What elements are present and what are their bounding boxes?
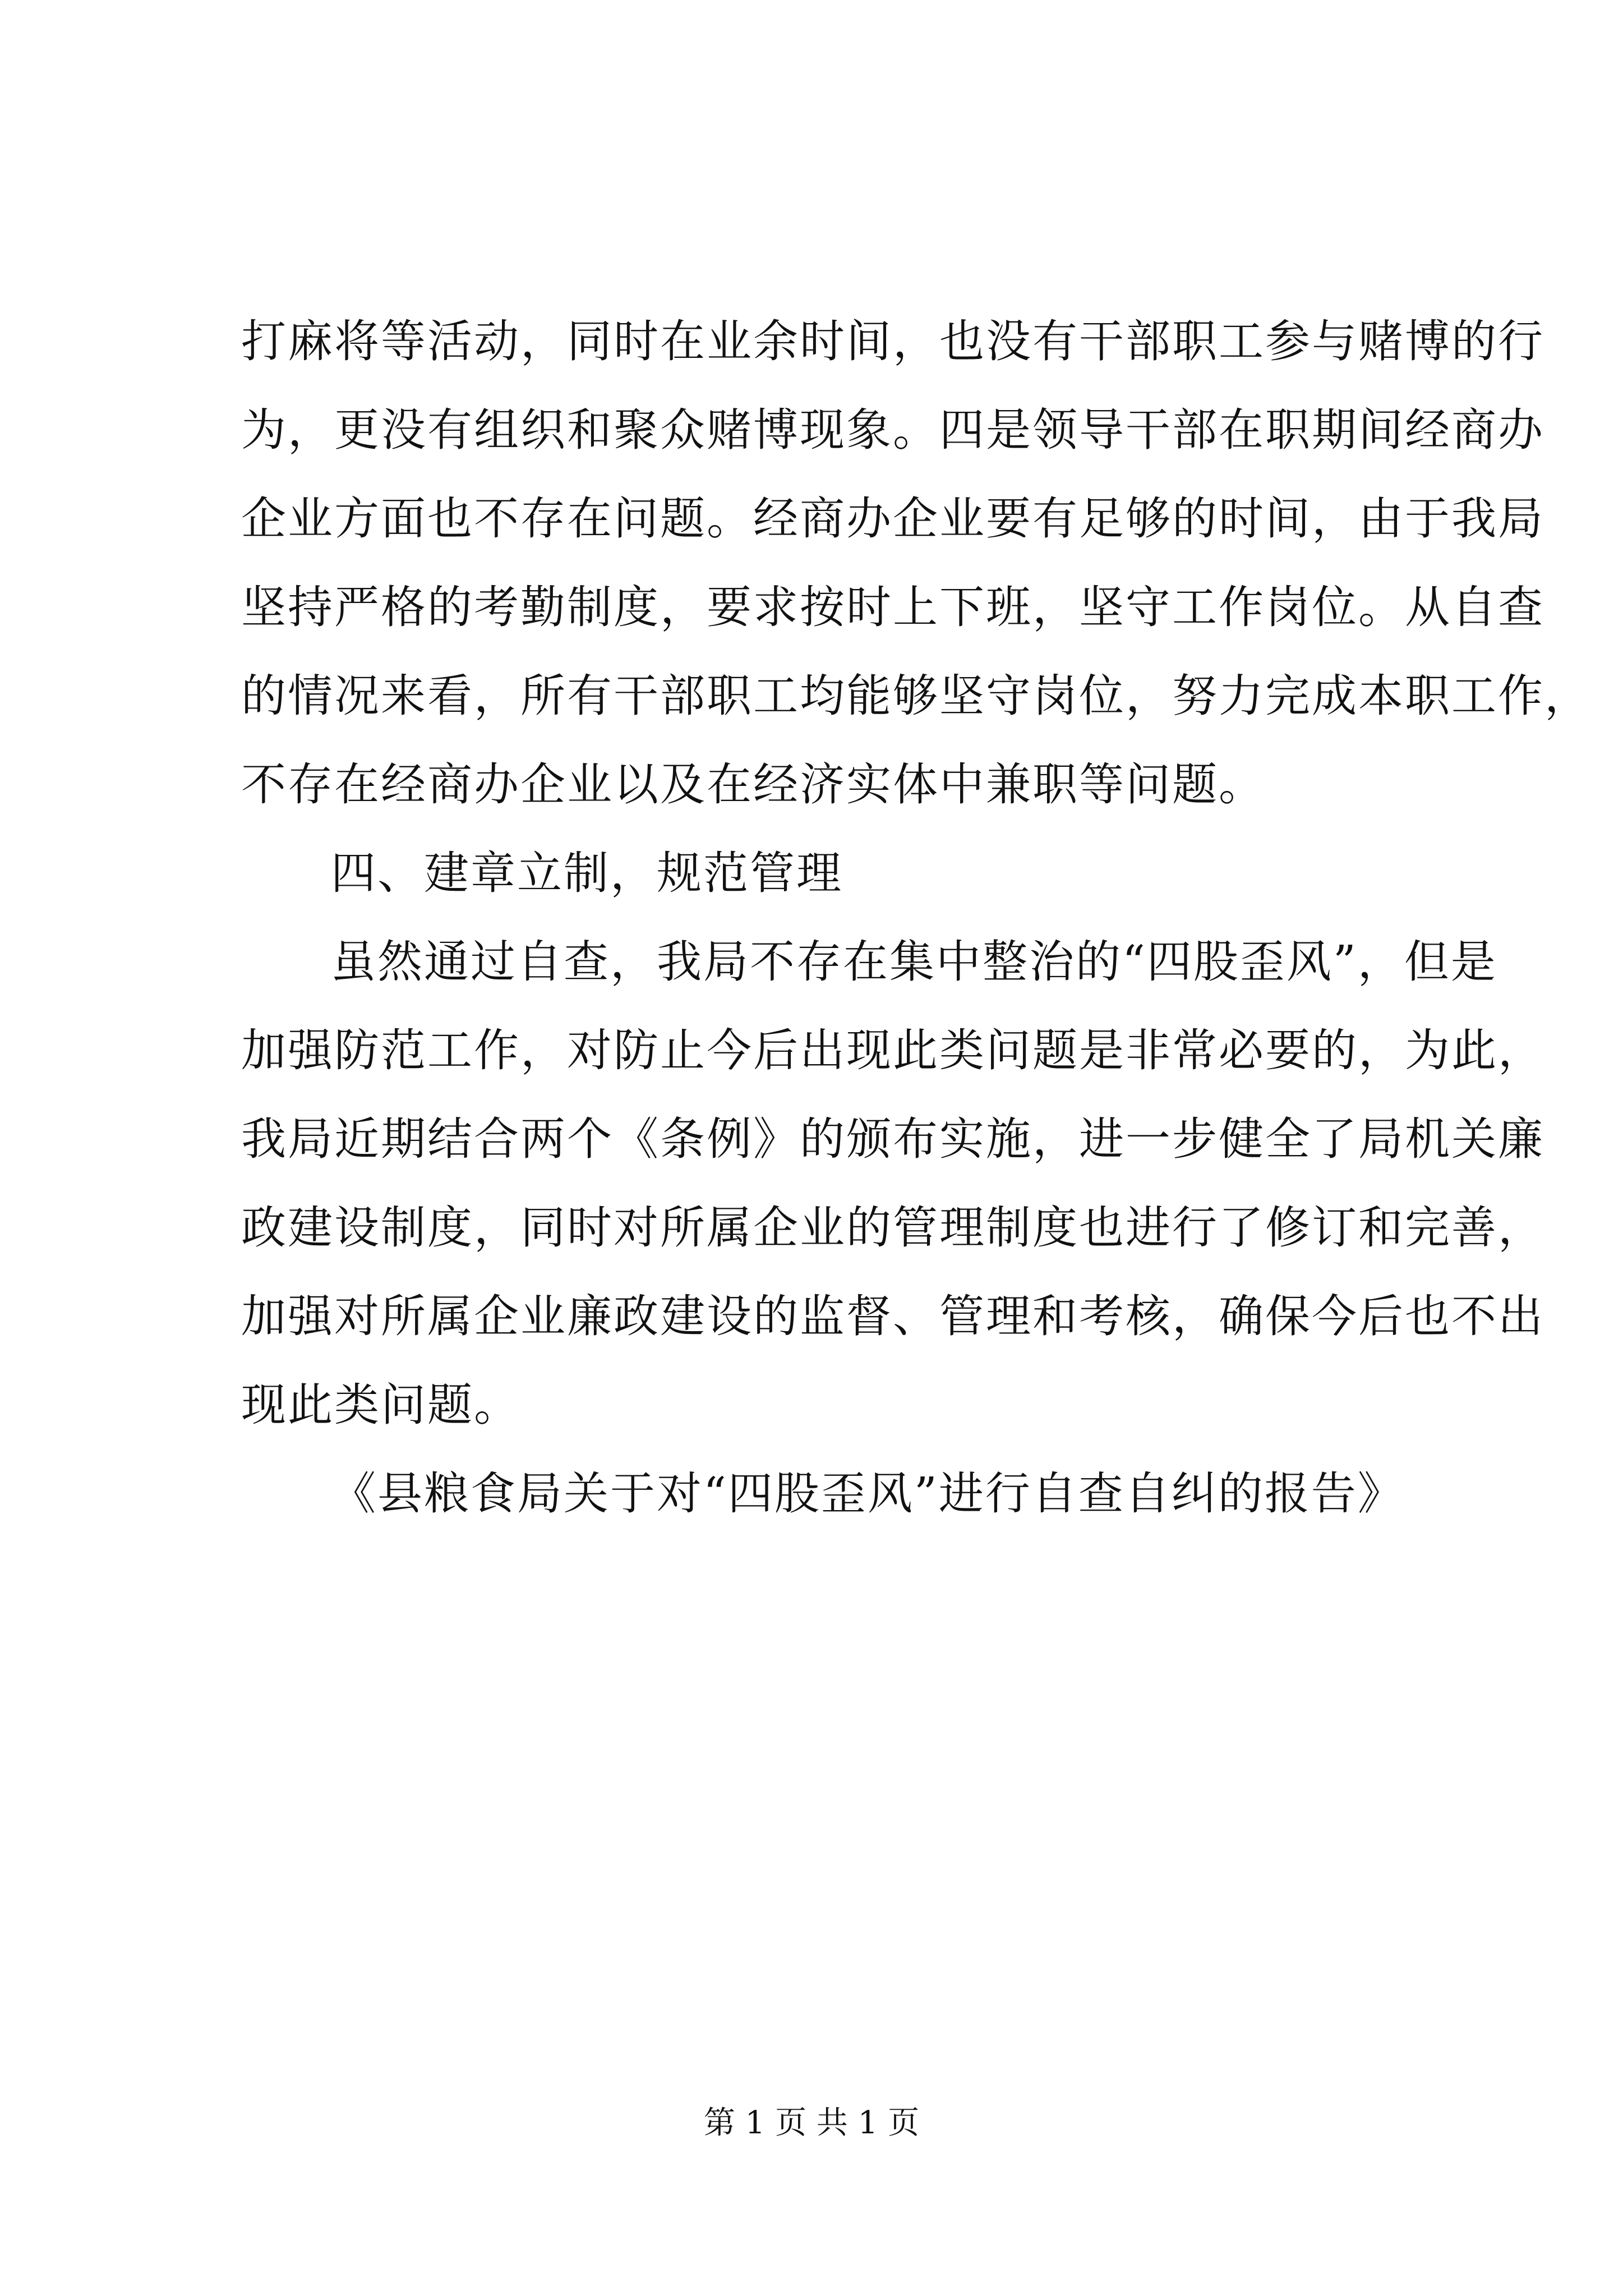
paragraph-line: 企业方面也不存在问题。经商办企业要有足够的时间，由于我局: [241, 493, 1544, 545]
paragraph-line: 政建设制度，同时对所属企业的管理制度也进行了修订和完善，: [241, 1202, 1544, 1254]
paragraph-line: 打麻将等活动，同时在业余时间，也没有干部职工参与赌博的行: [241, 315, 1544, 367]
section-heading: 四、建章立制，规范管理: [331, 847, 843, 899]
paragraph-line: 不存在经商办企业以及在经济实体中兼职等问题。: [241, 758, 1265, 811]
paragraph-line: 虽然通过自查，我局不存在集中整治的“四股歪风”，但是: [331, 936, 1497, 988]
page-footer: [0, 2101, 1623, 2146]
paragraph-line: 的情况来看，所有干部职工均能够坚守岗位，努力完成本职工作，: [241, 670, 1591, 722]
document-title-line: 《县粮食局关于对“四股歪风”进行自查自纠的报告》: [331, 1467, 1404, 1520]
page-number: 第 1 页 共 1 页: [703, 2105, 920, 2141]
paragraph-line: 我局近期结合两个《条例》的颁布实施，进一步健全了局机关廉: [241, 1113, 1544, 1165]
paragraph-line: 加强防范工作，对防止今后出现此类问题是非常必要的，为此，: [241, 1024, 1544, 1076]
document-body: [241, 297, 1591, 1538]
paragraph-line: 现此类问题。: [241, 1379, 520, 1431]
paragraph-line: 加强对所属企业廉政建设的监督、管理和考核，确保今后也不出: [241, 1290, 1544, 1342]
paragraph-line: 坚持严格的考勤制度，要求按时上下班，坚守工作岗位。从自查: [241, 581, 1544, 633]
paragraph-line: 为，更没有组织和聚众赌博现象。四是领导干部在职期间经商办: [241, 404, 1544, 456]
